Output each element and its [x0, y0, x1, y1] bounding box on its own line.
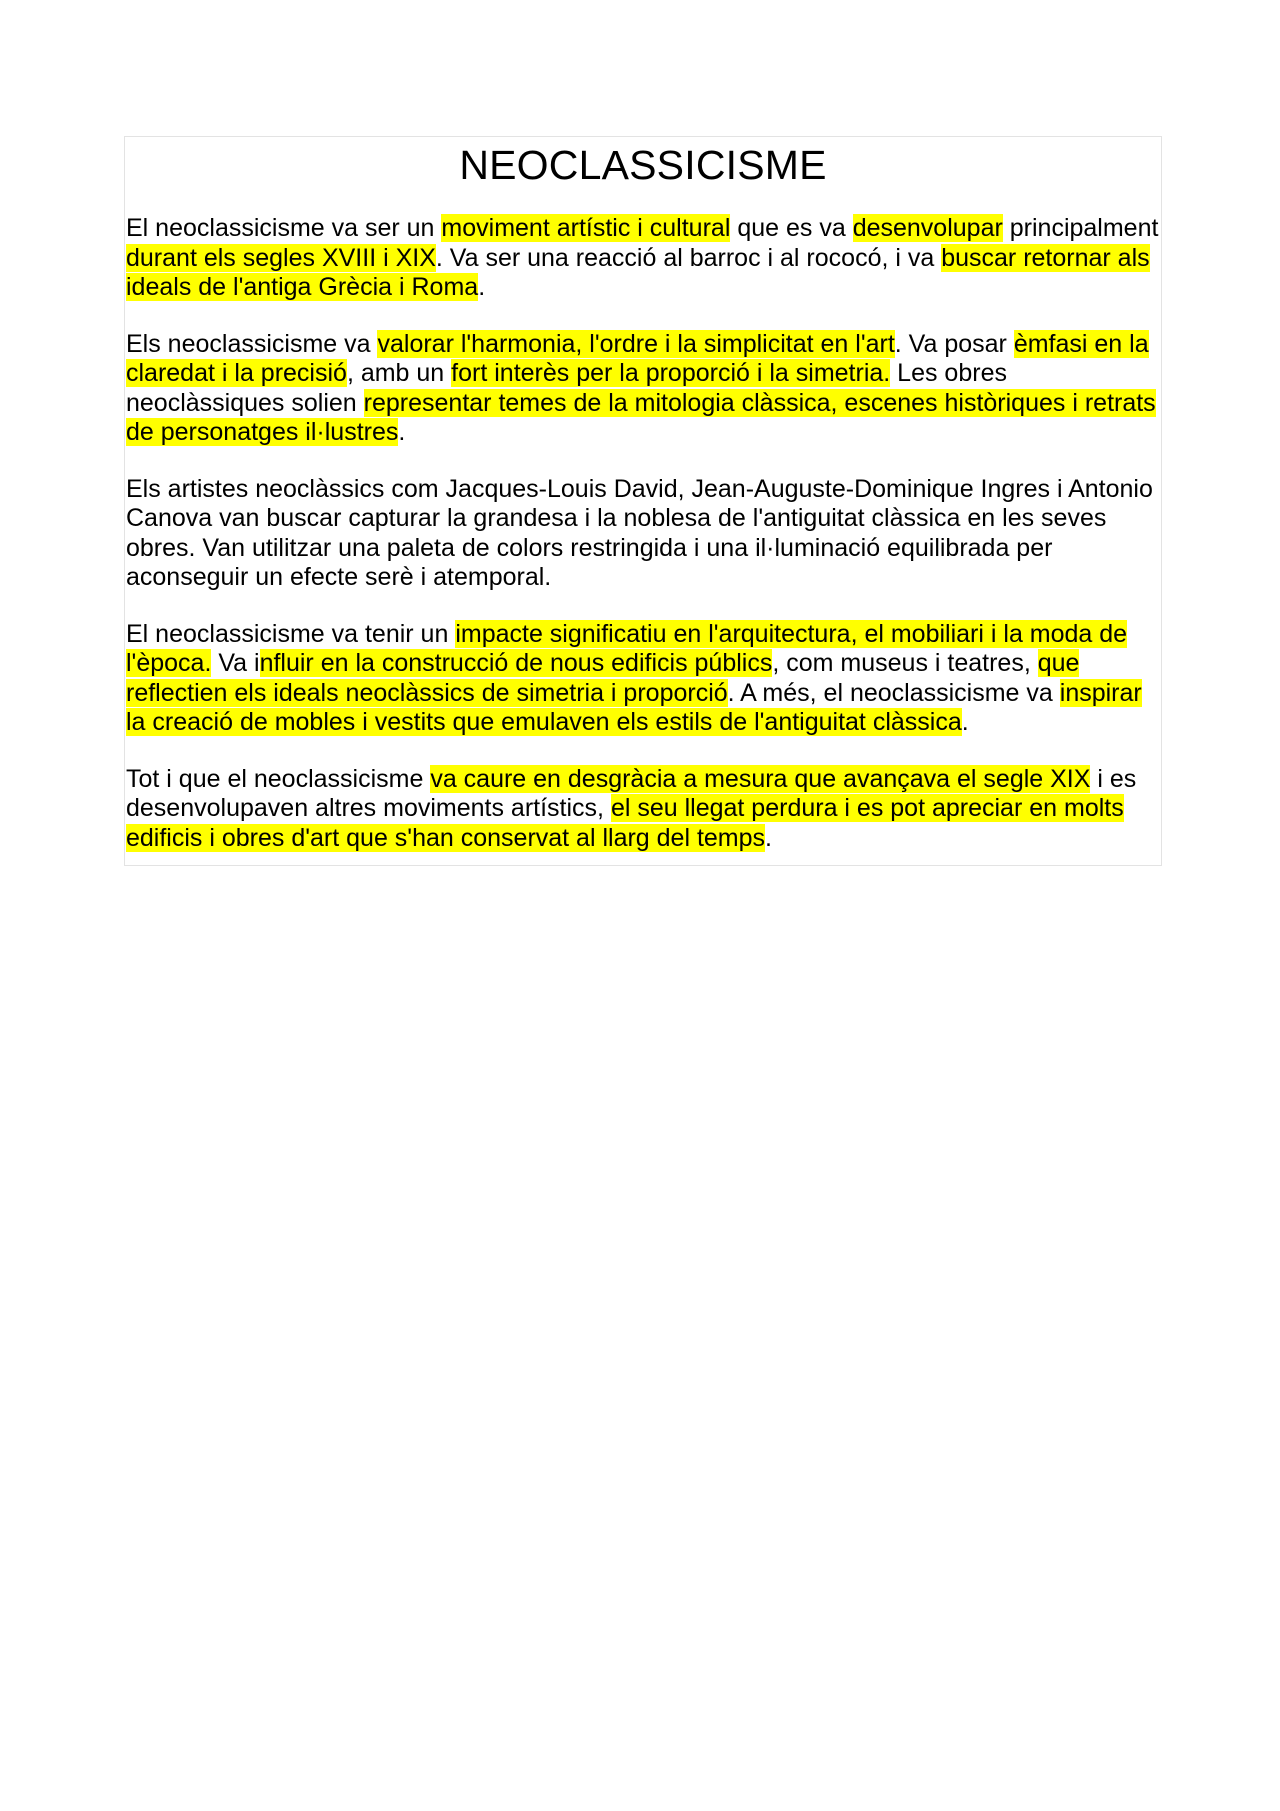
highlighted-text: nfluir en la construcció de nous edificis públics: [259, 649, 773, 677]
text-run: , com museus i teatres,: [772, 649, 1038, 677]
text-run: El neoclassicisme va ser un: [126, 214, 442, 242]
text-run: principalment: [1002, 214, 1159, 242]
highlighted-text: èmfasi en la claredat i la precisió: [126, 329, 1149, 387]
document-title: NEOCLASSICISME: [459, 142, 827, 188]
highlighted-text: fort interès per la proporció i la simetria.: [451, 359, 891, 387]
text-run: Tot i que el neoclassicisme: [126, 764, 431, 793]
paragraph[interactable]: [126, 765, 1160, 854]
highlighted-text: buscar retornar als ideals de l'antiga Grècia i Roma: [126, 243, 1150, 301]
paragraph[interactable]: [126, 214, 1160, 303]
text-run: El neoclassicisme va tenir un: [126, 619, 456, 648]
paragraph[interactable]: [126, 620, 1160, 738]
paragraph[interactable]: [126, 475, 1160, 593]
text-run: Va i: [211, 649, 260, 677]
highlighted-text: impacte significatiu en l'arquitectura, el mobiliari i la moda de l'època.: [126, 619, 1128, 677]
text-run: Els neoclassicisme va: [126, 329, 378, 358]
highlighted-text: valorar l'harmonia, l'ordre i la simplicitat en l'art: [377, 329, 895, 358]
text-run: .: [765, 823, 772, 852]
text-run: .: [478, 273, 486, 301]
text-run: . Va posar: [894, 329, 1014, 358]
highlighted-text: representar temes de la mitologia clàssica, escenes històriques i retrats de personatges il·lustres: [126, 388, 1156, 446]
text-run: que es va: [730, 214, 853, 242]
text-run: Els artistes neoclàssics com Jacques-Louis David, Jean-Auguste-Dominique Ingres i Antonio Canova van buscar capturar la grandesa i la noblesa de l'antiguitat clàssica en les seves obres. Van utilitzar una paleta de colors restringida i una il·luminació equilibrada per aconseguir un efecte serè i atemporal.: [126, 474, 1153, 591]
text-run: , amb un: [346, 359, 452, 387]
highlighted-text: va caure en desgràcia a mesura que avançava el segle XIX: [430, 764, 1091, 793]
text-run: i es desenvolupaven altres moviments artístics,: [126, 764, 1137, 822]
text-run: . Va ser una reacció al barroc i al rococó, i va: [435, 243, 942, 272]
highlighted-text: el seu llegat perdura i es pot apreciar en molts edificis i obres d'art que s'han conservat al llarg del temps: [126, 794, 1124, 852]
highlighted-text: inspirar la creació de mobles i vestits que emulaven els estils de l'antiguitat clàssica: [126, 678, 1142, 736]
text-run: .: [398, 418, 406, 446]
text-run: .: [961, 708, 969, 736]
highlighted-text: que reflectien els ideals neoclàssics de simetria i proporció: [126, 649, 1080, 707]
document-body: [126, 136, 1160, 853]
text-run: Les obres neoclàssiques solien: [126, 359, 1007, 417]
paragraph[interactable]: [126, 330, 1160, 448]
text-run: . A més, el neoclassicisme va: [727, 678, 1060, 707]
highlighted-text: durant els segles XVIII i XIX: [126, 243, 436, 272]
highlighted-text: moviment artístic i cultural: [441, 214, 731, 242]
highlighted-text: desenvolupar: [852, 214, 1003, 242]
